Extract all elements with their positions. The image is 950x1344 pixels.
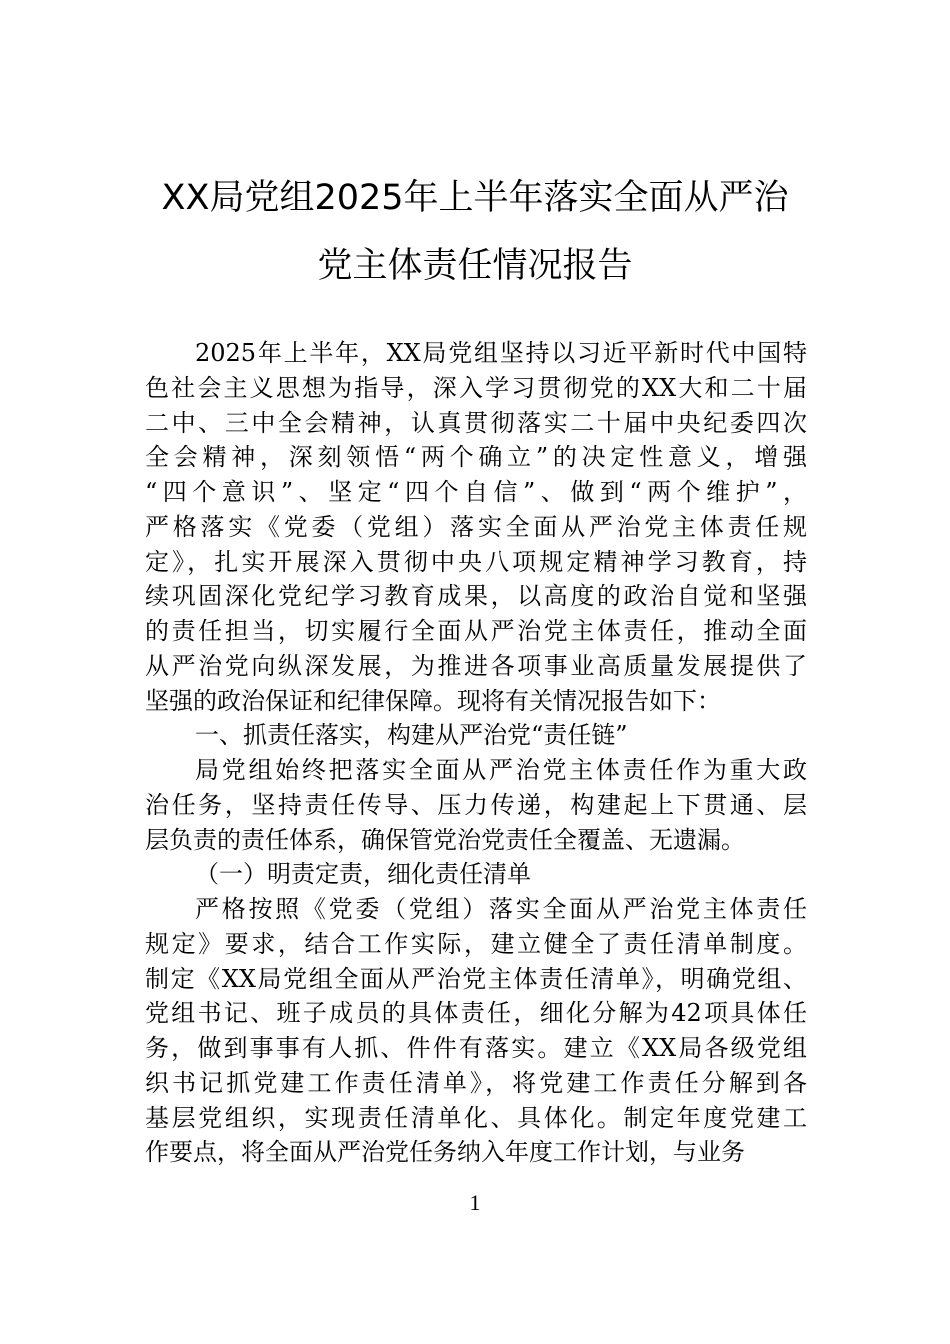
paragraph <box>145 753 807 857</box>
text-line: 续巩固深化党纪学习教育成果，以高度的政治自觉和坚强 <box>145 582 807 611</box>
text-line: 基层党组织，实现责任清单化、具体化。制定年度党建工 <box>145 1103 807 1132</box>
text-line: 严格按照《党委（党组）落实全面从严治党主体责任 <box>195 895 807 923</box>
text-line: 二中、三中全会精神，认真贯彻落实二十届中央纪委四次 <box>145 408 807 437</box>
section-heading <box>145 718 807 753</box>
document-body <box>145 336 807 1170</box>
text-line: 色社会主义思想为指导，深入学习贯彻党的XX大和二十届 <box>145 373 807 402</box>
text-line: 规定》要求，结合工作实际，建立健全了责任清单制度。 <box>145 929 807 958</box>
paragraph <box>145 336 807 718</box>
text-line: 织书记抓党建工作责任清单》，将党建工作责任分解到各 <box>145 1068 807 1097</box>
page-number: 1 <box>469 1190 481 1215</box>
text-line: 作要点，将全面从严治党任务纳入年度工作计划，与业务 <box>145 1138 745 1167</box>
text-line: （一）明责定责，细化责任清单 <box>195 860 531 889</box>
text-line: 坚强的政治保证和纪律保障。现将有关情况报告如下： <box>145 686 721 715</box>
text-line: 2025年上半年，XX局党组坚持以习近平新时代中国特 <box>195 339 807 367</box>
document-title-line-1: XX局党组2025年上半年落实全面从严治 <box>161 178 789 218</box>
text-line: 党组书记、班子成员的具体责任，细化分解为42项具体任 <box>145 999 807 1028</box>
text-line: 局党组始终把落实全面从严治党主体责任作为重大政 <box>195 756 807 784</box>
text-line: 从严治党向纵深发展，为推进各项事业高质量发展提供了 <box>145 651 807 680</box>
text-line: 定》，扎实开展深入贯彻中央八项规定精神学习教育，持 <box>145 547 807 576</box>
paragraph <box>145 892 807 1170</box>
text-line: 严格落实《党委（党组）落实全面从严治党主体责任规 <box>145 512 807 541</box>
text-line: 层负责的责任体系，确保管党治党责任全覆盖、无遗漏。 <box>145 825 745 854</box>
text-line: 治任务，坚持责任传导、压力传递，构建起上下贯通、层 <box>145 790 807 819</box>
text-line: 一、抓责任落实，构建从严治党“责任链” <box>195 721 628 750</box>
text-line: “四个意识”、坚定“四个自信”、做到“两个维护”， <box>145 478 807 506</box>
text-line: 务，做到事事有人抓、件件有落实。建立《XX局各级党组 <box>145 1034 807 1062</box>
text-line: 全会精神，深刻领悟“两个确立”的决定性意义，增强 <box>145 443 807 472</box>
text-line: 的责任担当，切实履行全面从严治党主体责任，推动全面 <box>145 617 807 645</box>
document-title-line-2: 党主体责任情况报告 <box>317 246 633 286</box>
text-line: 制定《XX局党组全面从严治党主体责任清单》，明确党组、 <box>145 964 807 993</box>
section-heading <box>145 857 807 892</box>
